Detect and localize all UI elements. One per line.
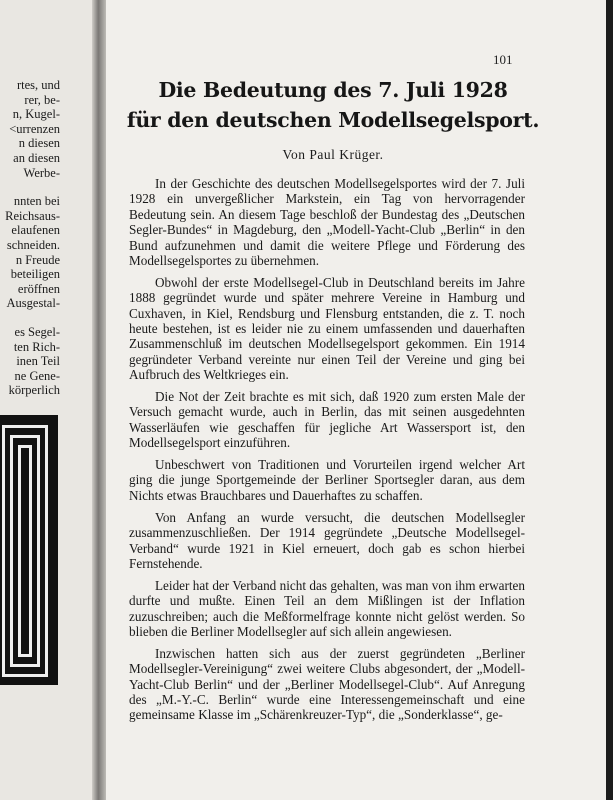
left-line: ne Gene- xyxy=(14,368,60,383)
paragraph: Inzwischen hatten sich aus der zuerst gegründeten „Berliner Modellsegler-Vereinigung“ zwei weitere Clubs abgesondert, der „Modell-Yacht-Club Berlin“ und der „Berliner Modellsegel-Club“. Auf Anregung des „M.-Y.-C. Berlin“ wurde eine Interessengemeinschaft und eine gemeinsame Klasse im „Schärenkreuzer-Typ“, die „Sonderklasse“, ge- xyxy=(129,645,525,723)
left-line: körperlich xyxy=(8,383,60,398)
left-line: n, Kugel- xyxy=(12,107,60,122)
left-line: elaufenen xyxy=(11,223,60,238)
left-line: inen Teil xyxy=(16,354,60,369)
book-gutter xyxy=(92,0,106,800)
left-page-figure xyxy=(0,415,58,685)
author-byline: Von Paul Krüger. xyxy=(282,147,384,162)
paragraph: Unbeschwert von Traditionen und Vorurteilen irgend welcher Art ging die junge Sportgemeinde der Berliner Sportsegler daran, aus dem Nichts etwas Brauchbares und Dauerhaftes zu schaffen. xyxy=(129,457,525,503)
left-line: Werbe- xyxy=(23,165,60,180)
left-line: an diesen xyxy=(13,150,60,165)
paragraph-gap xyxy=(0,311,60,325)
left-line: rer, be- xyxy=(24,92,60,107)
page-number: 101 xyxy=(493,52,513,67)
left-line: Reichsaus- xyxy=(5,208,60,223)
article-title-line-1: Die Bedeutung des 7. Juli 1928 xyxy=(158,78,508,102)
left-line: <urrenzen xyxy=(9,121,60,136)
left-line: schneiden. xyxy=(6,237,60,252)
left-line: n diesen xyxy=(18,136,60,151)
left-line: beteiligen xyxy=(10,267,60,282)
paragraph: Die Not der Zeit brachte es mit sich, daß 1920 zum ersten Male der Versuch gemacht wurde, auch in Berlin, das mit seinen ausgedehnten Wasserläufen wie geschaffen für jegliche Art Wassersport ist, den Modellsegelsport einzuführen. xyxy=(129,389,525,451)
left-line: nnten bei xyxy=(13,194,60,209)
left-page-text xyxy=(0,78,60,398)
page-edge xyxy=(606,0,613,800)
article-title-line-2: für den deutschen Modellsegelsport. xyxy=(126,108,540,132)
left-line: Ausgestal- xyxy=(6,296,60,311)
left-line: ten Rich- xyxy=(13,339,60,354)
figure-frame xyxy=(18,445,32,657)
left-line: es Segel- xyxy=(14,324,60,339)
left-page xyxy=(0,0,100,800)
left-line: rtes, und xyxy=(16,78,60,92)
paragraph: Obwohl der erste Modellsegel-Club in Deutschland bereits im Jahre 1888 gegründet wurde und später mehrere Vereine in Hamburg und Cuxhaven, in Kiel, Rendsburg und Flensburg entstanden, die z. T. noch heute bestehen, ist es leider nie zu einem umfassenden und dauerhaften Zusammenschluß im deutschen Modellsegelsport gekommen. Ein 1914 gegründeter Verband vereinte nur einen Teil der Vereine und ging bei Aufbruch des Weltkrieges ein. xyxy=(129,274,525,383)
paragraph: In der Geschichte des deutschen Modellsegelsportes wird der 7. Juli 1928 ein unvergeßlicher Markstein, ein Tag von hervorragender Bedeutung sein. An diesem Tage beschloß der Bundestag des „Deutschen Segler-Bundes“ in Magdeburg, den „Modell-Yacht-Club „Berlin“ in den Bund aufzunehmen und damit die weitere Pflege und Förderung des Modellsegelsportes zu übernehmen. xyxy=(129,176,525,269)
left-line: eröffnen xyxy=(17,281,60,296)
paragraph-gap xyxy=(0,180,60,194)
left-line: n Freude xyxy=(15,252,60,267)
paragraph: Leider hat der Verband nicht das gehalten, was man von ihm erwarten durfte und mußte. Einen Teil an dem Mißlingen ist der Inflation zuzuschreiben; auch die Meßformelfrage konnte nicht gelöst werden. So blieben die Berliner Modellsegler auf sich allein angewiesen. xyxy=(129,577,525,639)
paragraph: Von Anfang an wurde versucht, die deutschen Modellsegler zusammenzuschließen. Der 1914 gegründete „Deutsche Modellsegel-Verband“ wurde 1921 in Kiel erneuert, doch gab es schon hierbei Fernstehende. xyxy=(129,509,525,571)
article-body xyxy=(129,176,525,729)
